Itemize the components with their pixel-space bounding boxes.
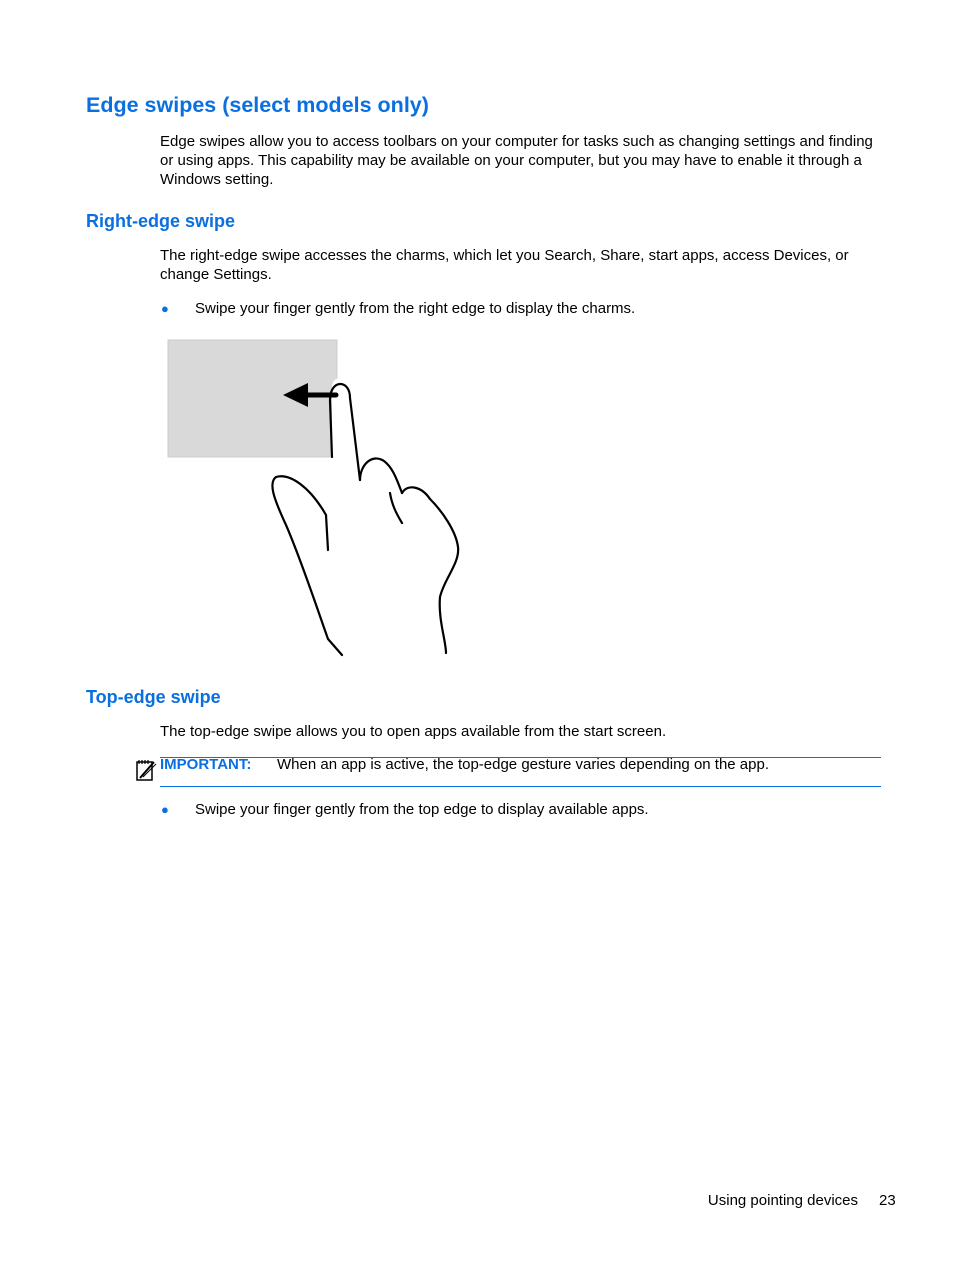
right-edge-heading: Right-edge swipe: [86, 211, 236, 231]
bullet-marker: ●: [161, 301, 169, 316]
touchpad-panel: [168, 340, 337, 457]
important-label: IMPORTANT:: [160, 756, 252, 773]
important-text: When an app is active, the top-edge gesture varies depending on the app.: [277, 756, 770, 773]
top-edge-heading: Top-edge swipe: [86, 687, 221, 707]
top-edge-description: The top-edge swipe allows you to open apps available from the start screen.: [160, 723, 667, 740]
top-edge-bullet: Swipe your finger gently from the top edge to display available apps.: [195, 801, 649, 818]
hand-swipe-left-icon: [160, 335, 470, 660]
notepad-pencil-icon: [134, 758, 158, 782]
right-edge-swipe-figure: [160, 335, 470, 660]
right-edge-description: The right-edge swipe accesses the charms, which let you Search, Share, start apps, access Devices, or change Settings.: [160, 247, 849, 283]
page-number: 23: [879, 1192, 896, 1209]
page-title: Edge swipes (select models only): [86, 93, 429, 117]
note-bottom-rule: [160, 786, 881, 787]
intro-paragraph: Edge swipes allow you to access toolbars on your computer for tasks such as changing settings and finding or using apps. This capability may be available on your computer, but you may have to enable it through a Windows setting.: [160, 133, 873, 188]
bullet-marker: ●: [161, 802, 169, 817]
footer-chapter: Using pointing devices: [707, 1192, 858, 1209]
right-edge-bullet: Swipe your finger gently from the right edge to display the charms.: [195, 300, 636, 317]
